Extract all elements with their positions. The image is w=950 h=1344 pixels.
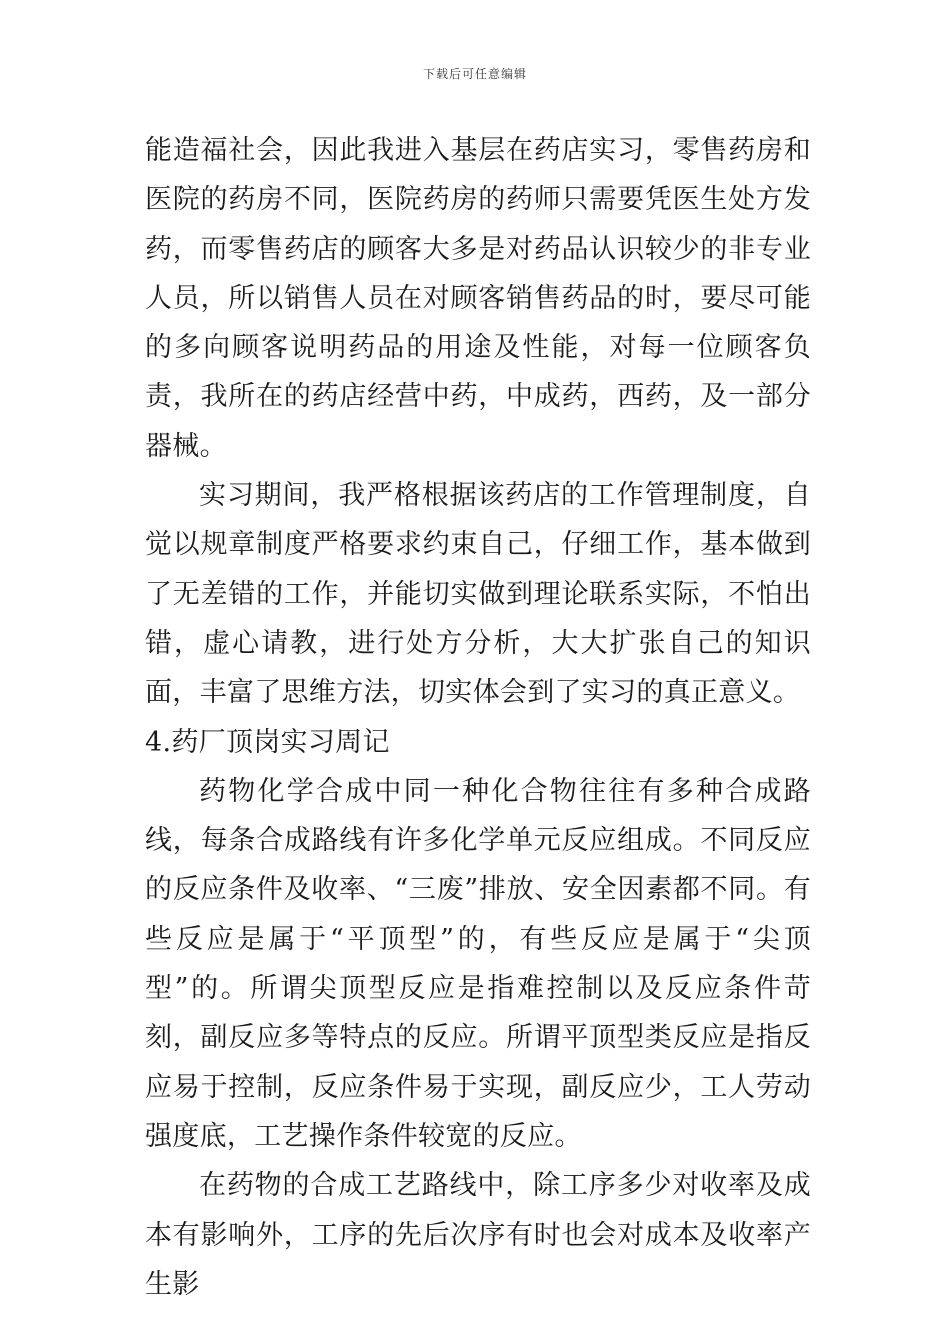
- document-body: [145, 126, 811, 1309]
- paragraph-process-order: 在药物的合成工艺路线中，除工序多少对收率及成本有影响外，工序的先后次序有时也会对成本及收率产生影: [145, 1170, 811, 1300]
- section-heading: 4.药厂顶岗实习周记: [145, 726, 390, 758]
- paragraph-synthesis-routes: 药物化学合成中同一种化合物往往有多种合成路线，每条合成路线有许多化学单元反应组成。不同反应的反应条件及收率、“三废”排放、安全因素都不同。有些反应是属于“平顶型”的，有些反应是属于“尖顶型”的。所谓尖顶型反应是指难控制以及反应条件苛刻，副反应多等特点的反应。所谓平顶型类反应是指反应易于控制，反应条件易于实现，副反应少，工人劳动强度底，工艺操作条件较宽的反应。: [145, 775, 811, 1152]
- paragraph-continuation: 能造福社会，因此我进入基层在药店实习，零售药房和医院的药房不同，医院药房的药师只需要凭医生处方发药，而零售药店的顾客大多是对药品认识较少的非专业人员，所以销售人员在对顾客销售药品的时，要尽可能的多向顾客说明药品的用途及性能，对每一位顾客负责，我所在的药店经营中药，中成药，西药，及一部分器械。: [145, 135, 811, 462]
- page-header-note: 下载后可任意编辑: [422, 67, 527, 81]
- paragraph-internship-period: 实习期间，我严格根据该药店的工作管理制度，自觉以规章制度严格要求约束自己，仔细工作，基本做到了无差错的工作，并能切实做到理论联系实际，不怕出错，虚心请教，进行处方分析，大大扩张自己的知识面，丰富了思维方法，切实体会到了实习的真正意义。: [145, 480, 811, 709]
